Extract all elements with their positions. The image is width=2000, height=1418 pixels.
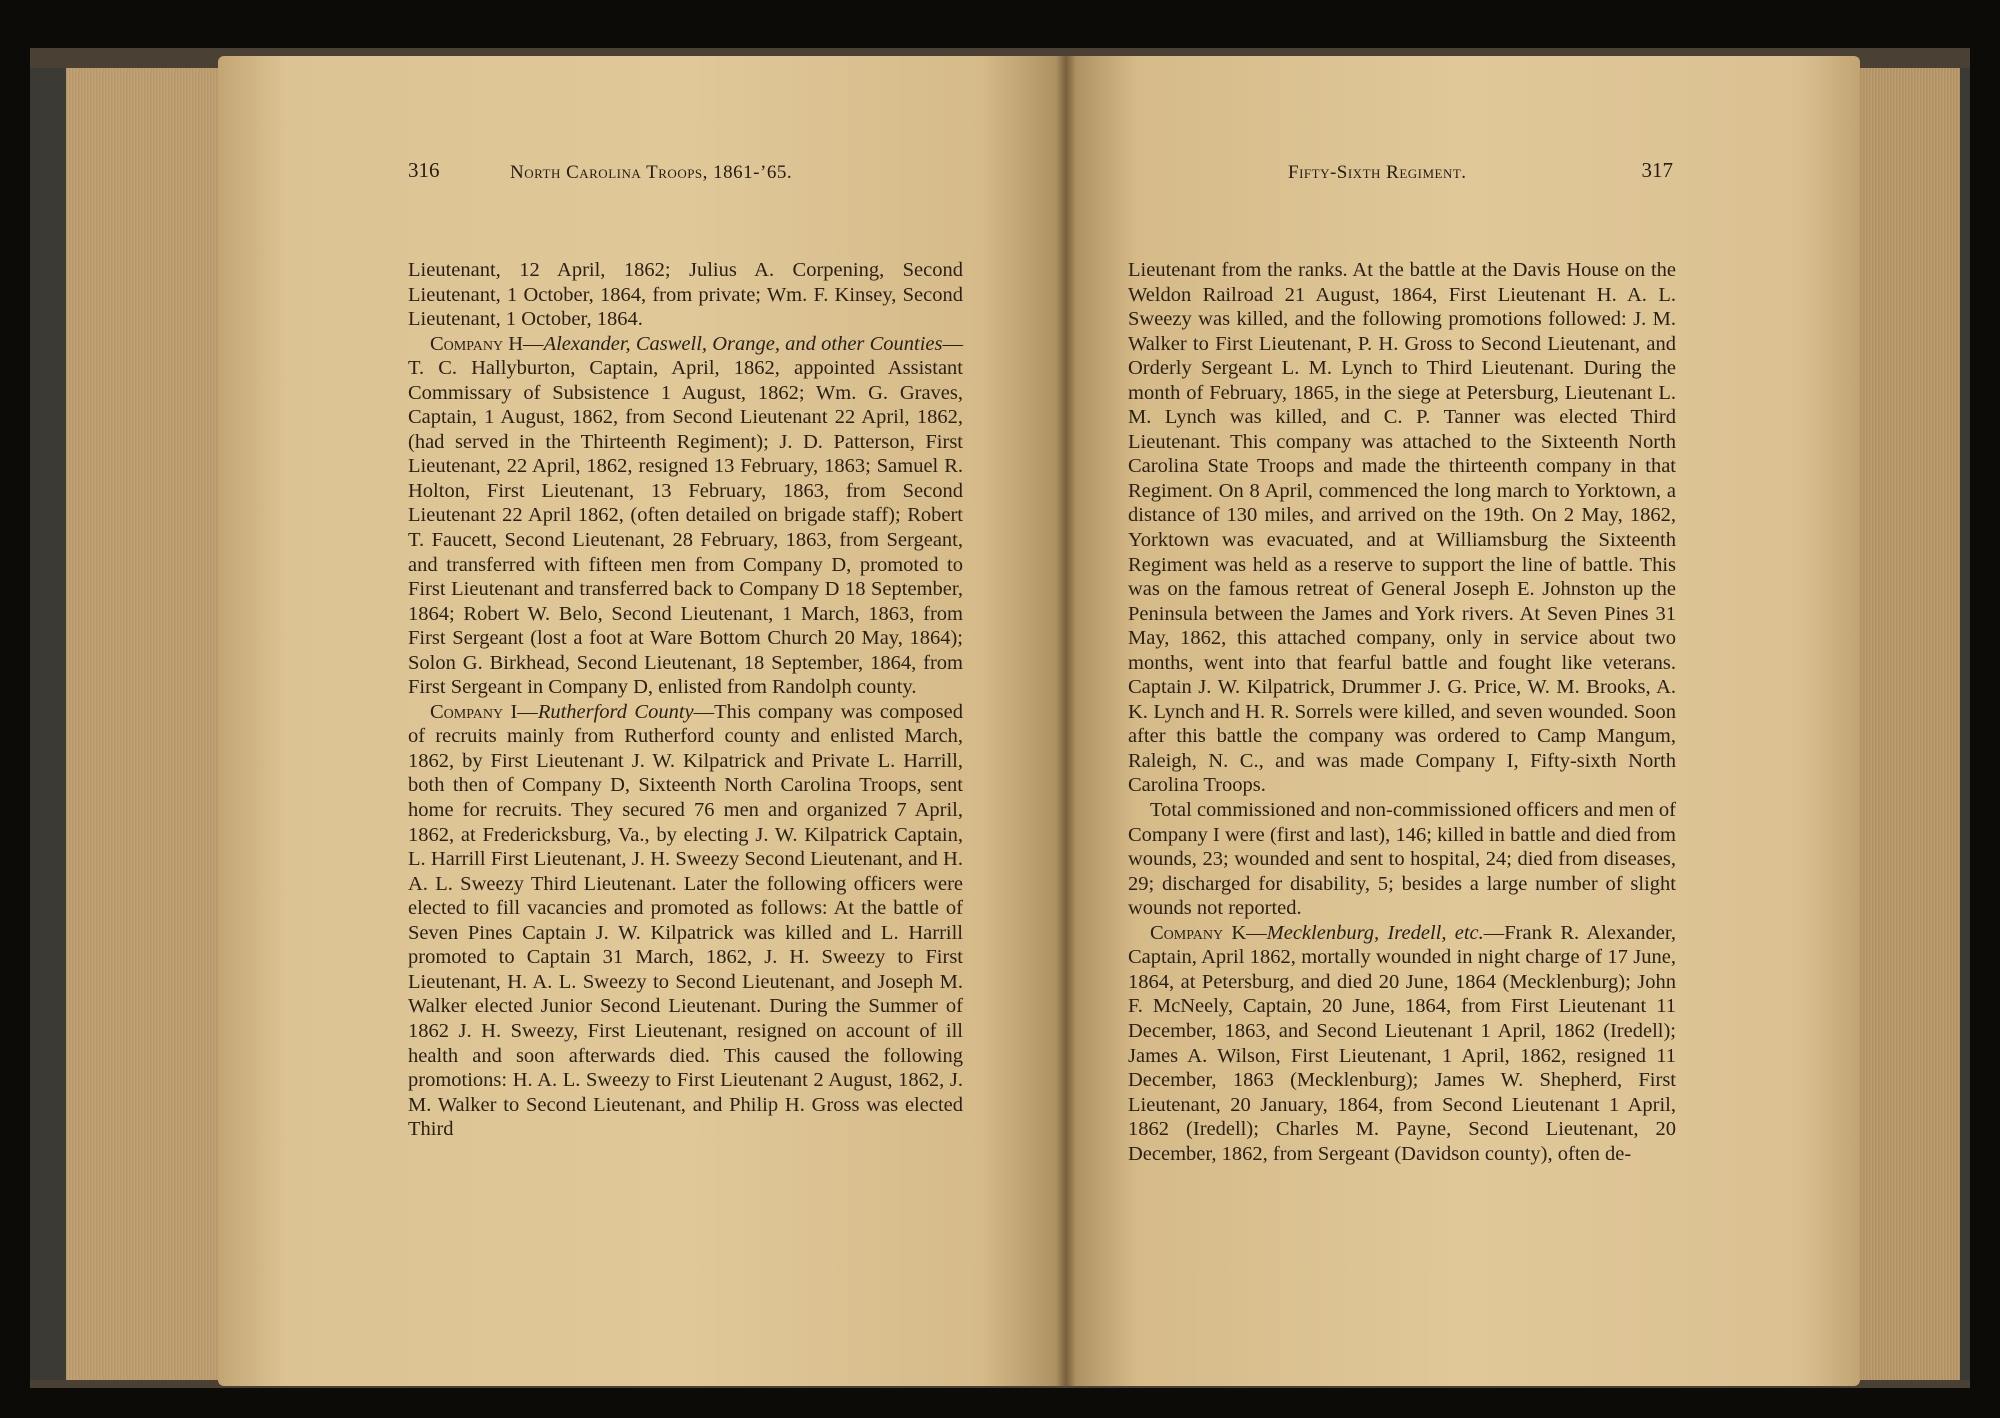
- paragraph-body: —T. C. Hallyburton, Captain, April, 1862, appointed Assistant Commissary of Subsistence 1 August, 1862; Wm. G. Graves, Captain, 1 August, 1862, from Second Lieutenant 22 April, 1862, (had served in the Thirteenth Regiment); J. D. Patterson, First Lieutenant, 22 April, 1862, resigned 13 February, 1863; Samuel R. Holton, First Lieutenant, 13 February, 1863, from Second Lieutenant 22 April 1862, (often detailed on brigade staff); Robert T. Faucett, Second Lieutenant, 28 February, 1863, from Sergeant, and transferred with fifteen men from Company D, promoted to First Lieutenant and transferred back to Company D 18 September, 1864; Robert W. Belo, Second Lieutenant, 1 March, 1863, from First Sergeant (lost a foot at Ware Bottom Church 20 May, 1864); Solon G. Birkhead, Second Lieutenant, 18 September, 1864, from First Sergeant in Company D, enlisted from Randolph county.: [408, 332, 963, 699]
- left-running-head: North Carolina Troops, 1861-’65.: [510, 162, 793, 183]
- right-page-number: 317: [1641, 158, 1673, 182]
- paragraph-totals: [1128, 798, 1676, 921]
- company-heading: Company H—: [430, 332, 544, 355]
- book-cover-left: [30, 68, 66, 1380]
- company-subtitle: Alexander, Caswell, Orange, and other Counties: [543, 332, 943, 355]
- paragraph: [408, 258, 963, 332]
- paragraph-company-k: [1128, 921, 1676, 1166]
- left-page-number: 316: [408, 158, 440, 182]
- open-book: [30, 48, 1970, 1388]
- left-page-header: [408, 158, 968, 198]
- right-page-header: [1128, 158, 1673, 198]
- paragraph: [1128, 258, 1676, 798]
- right-page-text: [1128, 258, 1676, 1166]
- book-cover-right: [1960, 68, 1970, 1380]
- company-subtitle: Mecklenburg, Iredell, etc.: [1266, 921, 1484, 944]
- page-edges-left: [66, 68, 218, 1380]
- left-page-text: [408, 258, 963, 1142]
- company-heading: Company I—: [430, 700, 538, 723]
- company-subtitle: Rutherford County: [537, 700, 694, 723]
- paragraph-company-i: [408, 700, 963, 1142]
- paragraph-body: —This company was composed of recruits mainly from Rutherford county and enlisted March, 1862, by First Lieutenant J. W. Kilpatrick and Private L. Harrill, both then of Company D, Sixteenth North Carolina Troops, sent home for recruits. They secured 76 men and organized 7 April, 1862, at Fredericksburg, Va., by electing J. W. Kilpatrick Captain, L. Harrill First Lieutenant, J. H. Sweezy Second Lieutenant, and H. A. L. Sweezy Third Lieutenant. Later the following officers were elected to fill vacancies and promoted as follows: At the battle of Seven Pines Captain J. W. Kilpatrick was killed and L. Harrill promoted to Captain 31 March, 1862, J. H. Sweezy to First Lieutenant, H. A. L. Sweezy to Second Lieutenant, and Joseph M. Walker elected Junior Second Lieutenant. During the Summer of 1862 J. H. Sweezy, First Lieutenant, resigned on account of ill health and soon afterwards died. This caused the following promotions: H. A. L. Sweezy to First Lieutenant 2 August, 1862, J. M. Walker to Second Lieutenant, and Philip H. Gross was elected Third: [408, 700, 963, 1141]
- paragraph-body: —Frank R. Alexander, Captain, April 1862, mortally wounded in night charge of 17 June, 1864, at Petersburg, and died 20 June, 1864 (Mecklenburg); John F. McNeely, Captain, 20 June, 1864, from First Lieutenant 11 December, 1863, and Second Lieutenant 1 April, 1862 (Iredell); James A. Wilson, First Lieutenant, 1 April, 1862, resigned 11 December, 1863 (Mecklenburg); James W. Shepherd, First Lieutenant, 20 January, 1864, from Second Lieutenant 1 April, 1862 (Iredell); Charles M. Payne, Second Lieutenant, 20 December, 1862, from Sergeant (Davidson county), often de-: [1128, 921, 1676, 1165]
- paragraph-company-h: [408, 332, 963, 700]
- company-heading: Company K—: [1150, 921, 1267, 944]
- paragraph-body: Lieutenant from the ranks. At the battle at the Davis House on the Weldon Railroad 21 August, 1864, First Lieutenant H. A. L. Sweezy was killed, and the following promotions followed: J. M. Walker to First Lieutenant, P. H. Gross to Second Lieutenant, and Orderly Sergeant L. M. Lynch to Third Lieutenant. During the month of February, 1865, in the siege at Petersburg, Lieutenant L. M. Lynch was killed, and C. P. Tanner was elected Third Lieutenant. This company was attached to the Sixteenth North Carolina State Troops and made the thirteenth company in that Regiment. On 8 April, commenced the long march to Yorktown, a distance of 130 miles, and arrived on the 19th. On 2 May, 1862, Yorktown was evacuated, and at Williamsburg the Sixteenth Regiment was held as a reserve to support the line of battle. This was on the famous retreat of General Joseph E. Johnston up the Peninsula between the James and York rivers. At Seven Pines 31 May, 1862, this attached company, only in service about two months, went into that fearful battle and fought like veterans. Captain J. W. Kilpatrick, Drummer J. G. Price, W. M. Brooks, A. K. Lynch and H. R. Sorrels were killed, and seven wounded. Soon after this battle the company was ordered to Camp Mangum, Raleigh, N. C., and was made Company I, Fifty-sixth North Carolina Troops.: [1128, 259, 1676, 797]
- book-gutter: [1056, 56, 1076, 1386]
- paragraph-body: Total commissioned and non-commissioned officers and men of Company I were (first and last), 146; killed in battle and died from wounds, 23; wounded and sent to hospital, 24; died from diseases, 29; discharged for disability, 5; besides a large number of slight wounds not reported.: [1128, 799, 1676, 920]
- page-edges-right: [1860, 68, 1960, 1380]
- paragraph-body: Lieutenant, 12 April, 1862; Julius A. Corpening, Second Lieutenant, 1 October, 1864, from private; Wm. F. Kinsey, Second Lieutenant, 1 October, 1864.: [408, 259, 963, 331]
- right-running-head: Fifty-Sixth Regiment.: [1288, 162, 1467, 183]
